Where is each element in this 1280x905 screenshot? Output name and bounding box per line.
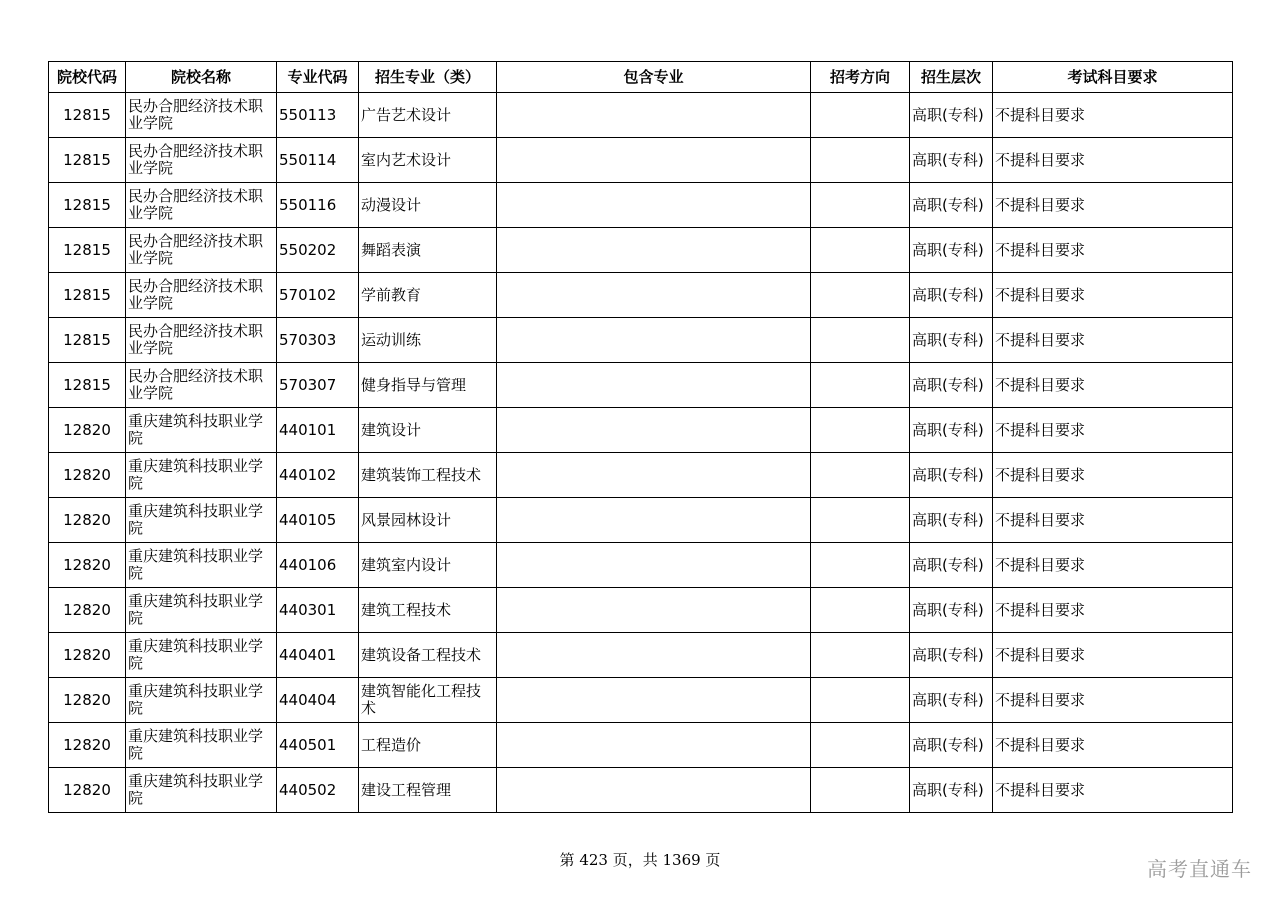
cell-school-name: 重庆建筑科技职业学院 (126, 723, 277, 768)
watermark: 高考直通车 (1147, 857, 1252, 881)
cell-major: 建设工程管理 (359, 768, 497, 813)
cell-requirement: 不提科目要求 (993, 273, 1233, 318)
cell-school-name: 民办合肥经济技术职业学院 (126, 138, 277, 183)
cell-major: 建筑设备工程技术 (359, 633, 497, 678)
cell-requirement: 不提科目要求 (993, 408, 1233, 453)
table-row (49, 273, 1233, 318)
cell-major-code: 440101 (277, 408, 359, 453)
cell-level: 高职(专科) (910, 183, 993, 228)
cell-school-name: 重庆建筑科技职业学院 (126, 678, 277, 723)
cell-school-code: 12820 (49, 408, 126, 453)
cell-school-name: 重庆建筑科技职业学院 (126, 588, 277, 633)
cell-level: 高职(专科) (910, 408, 993, 453)
table-row (49, 318, 1233, 363)
table-row (49, 363, 1233, 408)
cell-included-majors (497, 633, 811, 678)
header-school-name: 院校名称 (126, 62, 277, 93)
cell-school-code: 12820 (49, 768, 126, 813)
cell-requirement: 不提科目要求 (993, 633, 1233, 678)
cell-direction (811, 678, 910, 723)
cell-level: 高职(专科) (910, 768, 993, 813)
cell-school-code: 12815 (49, 318, 126, 363)
cell-major: 健身指导与管理 (359, 363, 497, 408)
cell-major-code: 550114 (277, 138, 359, 183)
cell-major: 舞蹈表演 (359, 228, 497, 273)
cell-school-name: 民办合肥经济技术职业学院 (126, 183, 277, 228)
cell-major-code: 440301 (277, 588, 359, 633)
cell-school-code: 12815 (49, 273, 126, 318)
table-row (49, 408, 1233, 453)
header-included-majors: 包含专业 (497, 62, 811, 93)
cell-requirement: 不提科目要求 (993, 363, 1233, 408)
cell-included-majors (497, 93, 811, 138)
cell-major: 动漫设计 (359, 183, 497, 228)
cell-level: 高职(专科) (910, 678, 993, 723)
cell-major-code: 440502 (277, 768, 359, 813)
cell-major-code: 440102 (277, 453, 359, 498)
header-requirement: 考试科目要求 (993, 62, 1233, 93)
cell-major-code: 440106 (277, 543, 359, 588)
cell-major-code: 440404 (277, 678, 359, 723)
cell-included-majors (497, 318, 811, 363)
cell-school-code: 12820 (49, 678, 126, 723)
cell-major: 建筑装饰工程技术 (359, 453, 497, 498)
cell-direction (811, 138, 910, 183)
table-row (49, 678, 1233, 723)
header-direction: 招考方向 (811, 62, 910, 93)
cell-included-majors (497, 228, 811, 273)
table-row (49, 768, 1233, 813)
cell-major: 室内艺术设计 (359, 138, 497, 183)
cell-direction (811, 588, 910, 633)
header-level: 招生层次 (910, 62, 993, 93)
cell-requirement: 不提科目要求 (993, 183, 1233, 228)
cell-direction (811, 633, 910, 678)
cell-major: 建筑室内设计 (359, 543, 497, 588)
cell-direction (811, 93, 910, 138)
table-row (49, 228, 1233, 273)
table-row (49, 138, 1233, 183)
cell-direction (811, 408, 910, 453)
cell-included-majors (497, 768, 811, 813)
cell-included-majors (497, 183, 811, 228)
cell-school-name: 民办合肥经济技术职业学院 (126, 93, 277, 138)
cell-school-name: 民办合肥经济技术职业学院 (126, 228, 277, 273)
cell-requirement: 不提科目要求 (993, 588, 1233, 633)
cell-level: 高职(专科) (910, 498, 993, 543)
cell-major: 建筑设计 (359, 408, 497, 453)
cell-requirement: 不提科目要求 (993, 228, 1233, 273)
cell-school-code: 12815 (49, 228, 126, 273)
cell-school-name: 重庆建筑科技职业学院 (126, 633, 277, 678)
enrollment-table (48, 61, 1233, 813)
cell-included-majors (497, 723, 811, 768)
cell-level: 高职(专科) (910, 318, 993, 363)
table-header-row (49, 62, 1233, 93)
cell-direction (811, 543, 910, 588)
table-row (49, 543, 1233, 588)
cell-included-majors (497, 453, 811, 498)
cell-requirement: 不提科目要求 (993, 498, 1233, 543)
cell-requirement: 不提科目要求 (993, 543, 1233, 588)
table-row (49, 93, 1233, 138)
table-row (49, 723, 1233, 768)
page-number: 第 423 页，共 1369 页 (559, 851, 721, 869)
cell-included-majors (497, 588, 811, 633)
cell-direction (811, 723, 910, 768)
cell-requirement: 不提科目要求 (993, 453, 1233, 498)
cell-school-name: 重庆建筑科技职业学院 (126, 543, 277, 588)
cell-direction (811, 498, 910, 543)
cell-school-name: 重庆建筑科技职业学院 (126, 453, 277, 498)
cell-major: 工程造价 (359, 723, 497, 768)
cell-level: 高职(专科) (910, 723, 993, 768)
cell-major-code: 570102 (277, 273, 359, 318)
header-major-code: 专业代码 (277, 62, 359, 93)
cell-included-majors (497, 498, 811, 543)
cell-included-majors (497, 138, 811, 183)
cell-major: 广告艺术设计 (359, 93, 497, 138)
cell-direction (811, 183, 910, 228)
cell-level: 高职(专科) (910, 453, 993, 498)
cell-level: 高职(专科) (910, 363, 993, 408)
cell-school-code: 12820 (49, 453, 126, 498)
cell-school-name: 民办合肥经济技术职业学院 (126, 363, 277, 408)
cell-level: 高职(专科) (910, 228, 993, 273)
table-body (49, 93, 1233, 813)
cell-school-name: 重庆建筑科技职业学院 (126, 768, 277, 813)
table-row (49, 588, 1233, 633)
cell-major: 建筑智能化工程技术 (359, 678, 497, 723)
cell-included-majors (497, 273, 811, 318)
cell-direction (811, 228, 910, 273)
cell-school-name: 重庆建筑科技职业学院 (126, 408, 277, 453)
cell-major-code: 550116 (277, 183, 359, 228)
cell-requirement: 不提科目要求 (993, 138, 1233, 183)
cell-level: 高职(专科) (910, 273, 993, 318)
cell-direction (811, 363, 910, 408)
cell-school-code: 12820 (49, 633, 126, 678)
cell-major-code: 570303 (277, 318, 359, 363)
cell-school-name: 民办合肥经济技术职业学院 (126, 318, 277, 363)
cell-included-majors (497, 363, 811, 408)
cell-major-code: 440105 (277, 498, 359, 543)
cell-school-code: 12815 (49, 183, 126, 228)
cell-direction (811, 273, 910, 318)
cell-major-code: 570307 (277, 363, 359, 408)
cell-level: 高职(专科) (910, 588, 993, 633)
cell-level: 高职(专科) (910, 543, 993, 588)
cell-included-majors (497, 408, 811, 453)
cell-requirement: 不提科目要求 (993, 678, 1233, 723)
cell-major-code: 550202 (277, 228, 359, 273)
cell-school-code: 12815 (49, 363, 126, 408)
cell-school-code: 12820 (49, 588, 126, 633)
cell-school-code: 12815 (49, 93, 126, 138)
cell-requirement: 不提科目要求 (993, 318, 1233, 363)
header-school-code: 院校代码 (49, 62, 126, 93)
cell-school-code: 12820 (49, 723, 126, 768)
cell-major-code: 440401 (277, 633, 359, 678)
cell-school-code: 12820 (49, 498, 126, 543)
cell-included-majors (497, 678, 811, 723)
table-row (49, 498, 1233, 543)
cell-level: 高职(专科) (910, 633, 993, 678)
cell-direction (811, 318, 910, 363)
cell-major: 建筑工程技术 (359, 588, 497, 633)
cell-major-code: 440501 (277, 723, 359, 768)
cell-school-code: 12815 (49, 138, 126, 183)
cell-level: 高职(专科) (910, 93, 993, 138)
header-major: 招生专业（类） (359, 62, 497, 93)
cell-level: 高职(专科) (910, 138, 993, 183)
cell-school-name: 重庆建筑科技职业学院 (126, 498, 277, 543)
cell-school-code: 12820 (49, 543, 126, 588)
table-row (49, 633, 1233, 678)
table-row (49, 183, 1233, 228)
cell-requirement: 不提科目要求 (993, 768, 1233, 813)
table-row (49, 453, 1233, 498)
cell-major: 学前教育 (359, 273, 497, 318)
cell-major: 风景园林设计 (359, 498, 497, 543)
cell-school-name: 民办合肥经济技术职业学院 (126, 273, 277, 318)
cell-direction (811, 453, 910, 498)
cell-major-code: 550113 (277, 93, 359, 138)
cell-requirement: 不提科目要求 (993, 93, 1233, 138)
cell-major: 运动训练 (359, 318, 497, 363)
cell-included-majors (497, 543, 811, 588)
cell-requirement: 不提科目要求 (993, 723, 1233, 768)
cell-direction (811, 768, 910, 813)
